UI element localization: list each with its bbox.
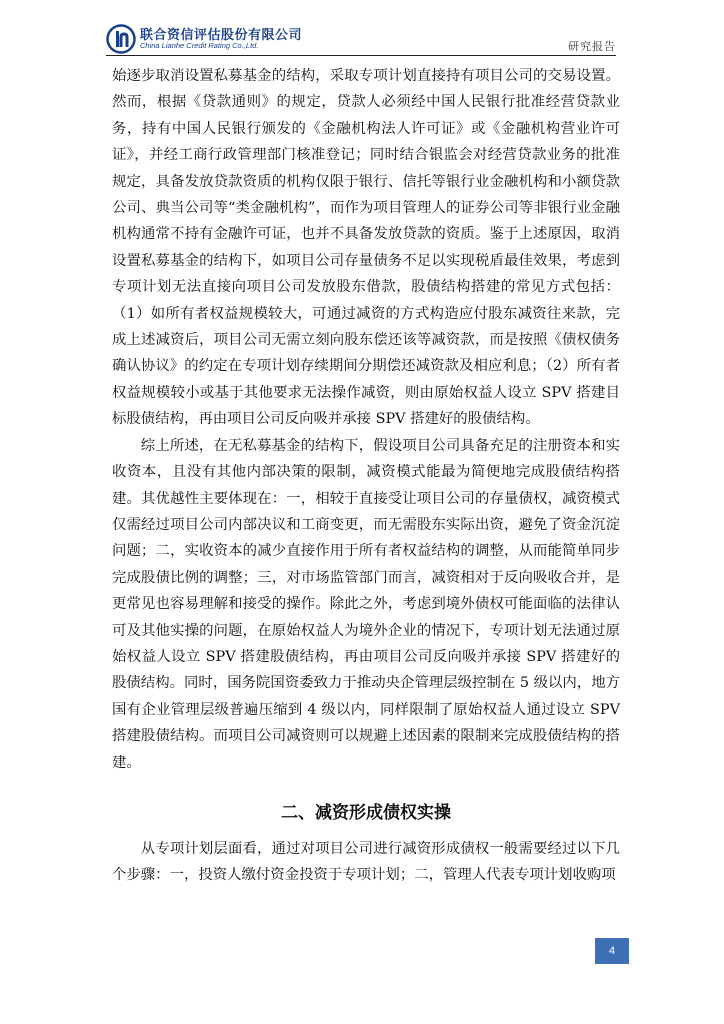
section-heading: 二、减资形成债权实操 [281, 802, 451, 823]
paragraph-1: 始逐步取消设置私募基金的结构，采取专项计划直接持有项目公司的交易设置。然而，根据《贷款通则》的规定，贷款人必须经中国人民银行批准经营贷款业务，持有中国人民银行颁发的《金融机构法人许可证》或《金融机构营业许可证》，并经工商行政管理部门核准登记；同时结合银监会对经营贷款业务的批准规定，具备发放贷款资质的机构仅限于银行、信托等银行业金融机构和小额贷款公司、典当公司等“类金融机构”，而作为项目管理人的证券公司等非银行业金融机构通常不持有金融许可证，也并不具备发放贷款的资质。鉴于上述原因，取消设置私募基金的结构下，如项目公司存量债务不足以实现税盾最佳效果，考虑到专项计划无法直接向项目公司发放股东借款，股债结构搭建的常见方式包括：（1）如所有者权益规模较大，可通过减资的方式构造应付股东减资往来款，完成上述减资后，项目公司无需立刻向股东偿还该等减资款，而是按照《债权债务确认协议》的约定在专项计划存续期间分期偿还减资款及相应利息；（2）所有者权益规模较小或基于其他要求无法操作减资，则由原始权益人设立 SPV 搭建目标股债结构，再由项目公司反向吸并承接 SPV 搭建好的股债结构。 [112, 68, 620, 428]
company-logo-icon [106, 24, 136, 54]
page-header [106, 22, 616, 54]
page-body [112, 63, 620, 889]
page-number-badge: 4 [595, 938, 629, 964]
paragraph-3: 从专项计划层面看，通过对项目公司进行减资形成债权一般需要经过以下几个步骤：一，投资人缴付资金投资于专项计划；二，管理人代表专项计划收购项 [112, 840, 620, 884]
company-name-cn: 联合资信评估股份有限公司 [140, 28, 303, 43]
header-divider [106, 55, 616, 56]
company-name-en: China Lianhe Credit Rating Co.,Ltd. [140, 41, 259, 50]
paragraph-2: 综上所述，在无私募基金的结构下，假设项目公司具备充足的注册资本和实收资本，且没有其他内部决策的限制，减资模式能最为简便地完成股债结构搭建。其优越性主要体现在：一，相较于直接受让项目公司的存量债权，减资模式仅需经过项目公司内部决议和工商变更，而无需股东实际出资，避免了资金沉淀问题；二，实收资本的减少直接作用于所有者权益结构的调整，从而能简单同步完成股债比例的调整；三，对市场监管部门而言，减资相对于反向吸收合并，是更常见也容易理解和接受的操作。除此之外，考虑到境外债权可能面临的法律认可及其他实操的问题，在原始权益人为境外企业的情况下，专项计划无法通过原始权益人设立 SPV 搭建股债结构，再由项目公司反向吸并承接 SPV 搭建好的股债结构。同时，国务院国资委致力于推动央企管理层级控制在 5 级以内，地方国有企业管理层级普遍压缩到 4 级以内，同样限制了原始权益人通过设立 SPV 搭建股债结构。而项目公司减资则可以规避上述因素的限制来完成股债结构的搭建。 [112, 437, 620, 771]
document-type-label: 研究报告 [568, 40, 616, 53]
